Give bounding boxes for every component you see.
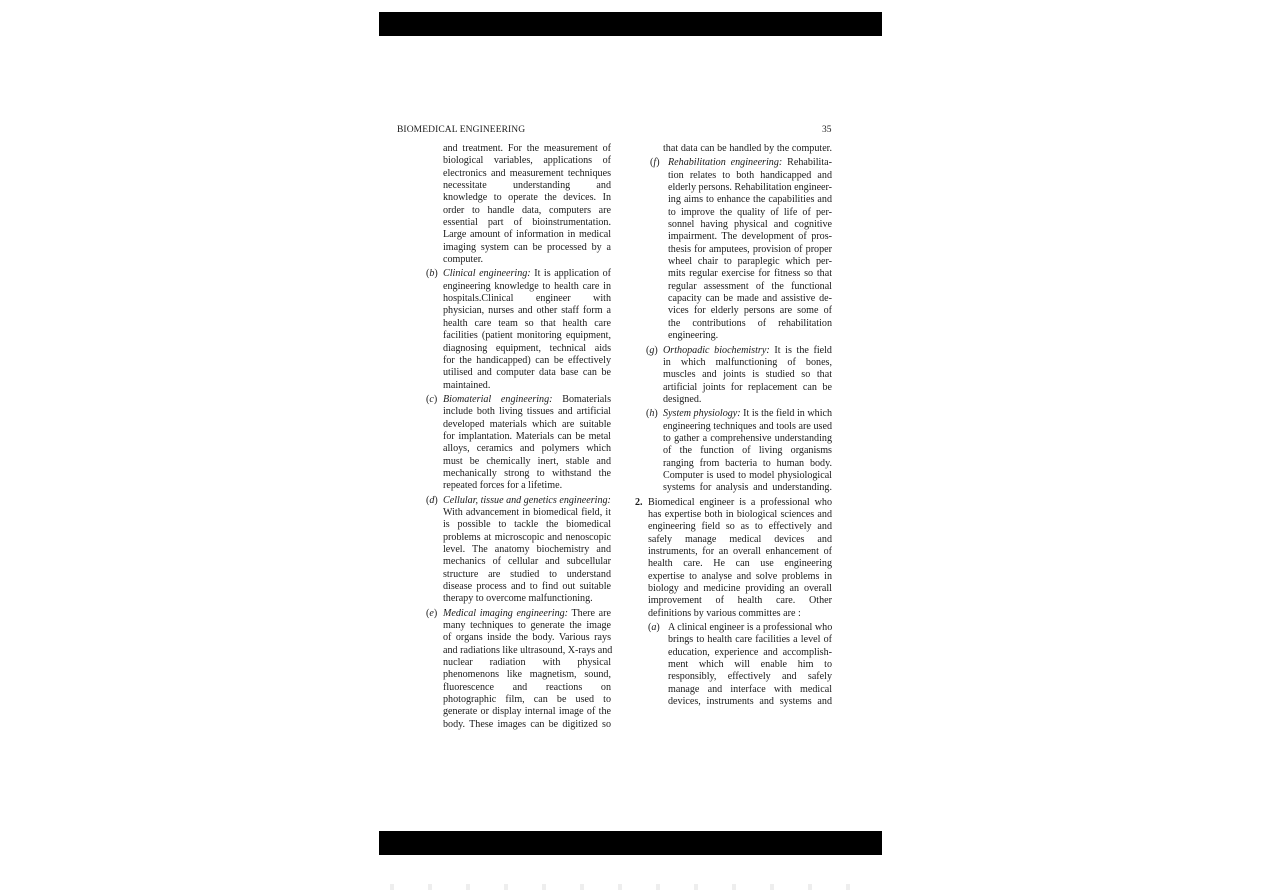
text-line: vices for elderly persons are some of <box>668 305 832 317</box>
text-line: and treatment. For the measurement of <box>443 143 611 154</box>
text-line: phenomenons like magnetism, sound, <box>443 669 611 681</box>
text-line: alloys, ceramics and polymers which <box>443 443 611 455</box>
text-line: photographic film, can be used to <box>443 694 611 706</box>
numbered-item-2 <box>635 496 832 620</box>
top-black-bar <box>379 12 882 36</box>
text-line: in which malfunctioning of bones, <box>663 356 832 368</box>
text-line: maintained. <box>443 379 491 391</box>
text-line: health care. He can use engineering <box>648 558 832 570</box>
text-line: for the handicapped) can be effectively <box>443 354 611 366</box>
item-number: 2. <box>635 496 643 508</box>
item-g-orthopadic: (g) Orthopadic biochemistry: It is the field in which malfunctioning of bones, muscles and joints is studied so that artificial joints for replacement can be designed. <box>646 344 832 405</box>
continued-paragraph <box>443 143 611 266</box>
text-line: definitions by various committes are : <box>648 607 801 619</box>
item-f-rehabilitation: (f) Rehabilitation engineering: Rehabilita- tion relates to both handicapped and elderly persons. Rehabilitation engineer- ing aims to enhance the capabilities and to improve the quality of life of per- sonnel having physical and cognitive impairment. The development of pros- thesis for amputees, provision of proper wheel chair to paraplegic which per- mits regular exercise for fitness so that regular assessment of the functional capacity can be made and assistive de- vices for elderly persons are some of the contributions of rehabilitation engineering. <box>650 157 833 342</box>
text-line: must be chemically inert, stable and <box>443 455 611 467</box>
text-line: biology and medicine providing an overall <box>648 583 832 595</box>
left-column <box>426 143 613 733</box>
item-marker: (h) <box>646 408 658 420</box>
item-marker: (a) <box>648 622 660 634</box>
text-line: education, experience and accomplish- <box>668 646 832 658</box>
text-line: essential part of bioinstrumentation. <box>443 217 611 229</box>
text-line: that data can be handled by the computer. <box>663 143 832 154</box>
text-line: sonnel having physical and cognitive <box>668 219 832 231</box>
text-line: include both living tissues and artificial <box>443 406 611 418</box>
text-line: brings to health care facilities a level of <box>668 634 832 646</box>
text-line: muscles and joints is studied so that <box>663 369 832 381</box>
item-title: Cellular, tissue and genetics engineering: <box>443 494 611 506</box>
text-line: necessitate understanding and <box>443 180 611 192</box>
text-line: ranging from bacteria to human body. <box>663 457 832 469</box>
text-line: to gather a comprehensive understanding <box>663 432 832 444</box>
bottom-black-bar <box>379 831 882 855</box>
text-line: impairment. The development of pros- <box>668 231 832 243</box>
text-line: developed materials which are suitable <box>443 418 611 430</box>
right-column <box>635 143 833 710</box>
item-marker: (b) <box>426 268 438 280</box>
text-line: has expertise both in biological sciences and <box>648 508 832 520</box>
text-line: health care team so that health care <box>443 317 611 329</box>
item-h-system-physiology: (h) System physiology: It is the field in which engineering techniques and tools are used to gather a comprehensive understanding of the function of living organisms ranging from bacteria to human body. Computer is used to model physiological systems for analysis and understanding. <box>646 408 833 494</box>
sub-item-a: (a) A clinical engineer is a professional who brings to health care facilities a level of education, experience and accomplish- ment which will enable him to responsibly, effectively and safely manage and interface with medical devices, instruments and systems and <box>648 622 833 708</box>
text-line: hospitals.Clinical engineer with <box>443 293 611 305</box>
text-line: elderly persons. Rehabilitation engineer- <box>668 182 833 194</box>
text-line: wheel chair to paraplegic which per- <box>668 256 832 268</box>
text-line: level. The anatomy biochemistry and <box>443 544 611 555</box>
text-line: responsibly, effectively and safely <box>668 671 832 683</box>
text-line: artificial joints for replacement can be <box>663 381 832 393</box>
text-line: to improve the quality of life of per- <box>668 206 832 218</box>
text-line: mechanically strong to withstand the <box>443 467 611 479</box>
text-line: the contributions of rehabilitation <box>668 317 832 329</box>
text-line: imaging system can be processed by a <box>443 241 611 253</box>
item-title: Biomaterial engineering: <box>443 393 553 405</box>
text-line: ing aims to enhance the capabilities and <box>668 194 832 206</box>
text-line: problems at microscopic and nenoscopic <box>443 531 611 543</box>
text-line: nuclear radiation with physical <box>443 657 611 669</box>
text-line: biological variables, applications of <box>443 155 611 167</box>
text-line: expertise to analyse and solve problems in <box>648 570 832 582</box>
text-line: structure are studied to understand <box>443 568 611 580</box>
text-line: knowledge to operate the devices. In <box>443 192 611 204</box>
text-line: electronics and measurement techniques <box>443 167 611 179</box>
text-line: facilities (patient monitoring equipment, <box>443 330 611 342</box>
text-line: engineering field so as to effectively and <box>648 521 832 533</box>
text-line: Large amount of information in medical <box>443 229 611 241</box>
text-line: for implantation. Materials can be metal <box>443 430 611 442</box>
text-line: safely manage medical devices and <box>648 533 832 545</box>
text-line: devices, instruments and systems and <box>668 696 832 708</box>
text-line: improvement of health care. Other <box>648 595 832 607</box>
text-line: engineering. <box>668 330 719 342</box>
item-title: Orthopadic biochemistry: <box>663 344 770 356</box>
item-title: System physiology: <box>663 408 741 420</box>
text-line: systems for analysis and understanding. <box>663 482 832 494</box>
item-c-biomaterial-engineering: (c) Biomaterial engineering: Bomaterials include both living tissues and artificial developed materials which are suitable for implantation. Materials can be metal alloys, ceramics and polymers which must be chemically inert, stable and mechanically strong to withstand the repeated forces for a lifetime. <box>426 393 611 492</box>
text-line: repeated forces for a lifetime. <box>443 480 563 492</box>
text-line: is possible to tackle the biomedical <box>443 519 611 531</box>
text-line: physician, nurses and other staff form a <box>443 305 611 317</box>
item-title: Clinical engineering: <box>443 268 531 280</box>
page-number: 35 <box>822 125 832 135</box>
text-line: manage and interface with medical <box>668 683 832 695</box>
text-line: tion relates to both handicapped and <box>668 169 832 181</box>
item-b-clinical-engineering: (b) Clinical engineering: It is application of engineering knowledge to health care in hospitals.Clinical engineer with physician, nurses and other staff form a health care team so that health care facilities (patient monitoring equipment, diagnosing equipment, technical aids for the handicapped) can be effectively utilised and computer data base can be maintained. <box>426 268 612 391</box>
text-line: order to handle data, computers are <box>443 204 611 216</box>
text-line: Computer is used to model physiological <box>663 469 832 481</box>
item-d-cellular-tissue-genetics <box>426 494 611 606</box>
text-line: mechanics of cellular and subcellular <box>443 556 611 568</box>
text-line: thesis for amputees, provision of proper <box>668 243 832 255</box>
text-line: utilised and computer data base can be <box>443 367 611 379</box>
text-line: therapy to overcome malfunctioning. <box>443 593 593 605</box>
item-marker: (e) <box>426 607 438 619</box>
running-head: BIOMEDICAL ENGINEERING <box>397 125 526 135</box>
text-line: disease process and to find out suitable <box>443 581 611 593</box>
text-line: ment which will enable him to <box>668 659 832 671</box>
item-marker: (c) <box>426 393 438 405</box>
text-line: With advancement in biomedical field, it <box>443 506 611 518</box>
next-page-bleed <box>390 884 850 890</box>
item-marker: (g) <box>646 344 658 356</box>
text-line: generate or display internal image of the <box>443 706 611 718</box>
text-line: and radiations like ultrasound, X-rays and <box>443 644 613 656</box>
item-marker: (f) <box>650 157 660 169</box>
item-e-medical-imaging: (e) Medical imaging engineering: There are many techniques to generate the image of organs inside the body. Various rays and radiations like ultrasound, X-rays and nuclear radiation with physical phenomenons like magnetism, sound, fluorescence and reactions on photographic film, can be used to generate or display internal image of the body. These images can be digitized so <box>426 607 613 730</box>
text-line: diagnosing equipment, technical aids <box>443 342 611 354</box>
text-line: engineering techniques and tools are used <box>663 420 832 432</box>
text-line: fluorescence and reactions on <box>443 681 611 693</box>
text-line: engineering knowledge to health care in <box>443 280 611 292</box>
text-line: many techniques to generate the image <box>443 620 611 632</box>
text-line: body. These images can be digitized so <box>443 718 611 730</box>
text-line: instruments, for an overall enhancement of <box>648 546 832 557</box>
text-line: of organs inside the body. Various rays <box>443 632 611 644</box>
item-title: Medical imaging engineering: <box>443 607 569 619</box>
item-marker: (d) <box>426 494 438 506</box>
text-line: Biomedical engineer is a professional who <box>648 496 832 508</box>
text-line: mits regular exercise for fitness so that <box>668 268 832 280</box>
item-title: Rehabilitation engineering: <box>668 157 783 169</box>
continued-line <box>663 143 832 155</box>
text-line: computer. <box>443 254 484 266</box>
text-line: regular assessment of the functional <box>668 280 832 292</box>
text-line: designed. <box>663 393 702 405</box>
text-line: capacity can be made and assistive de- <box>668 293 832 305</box>
text-line: of the function of living organisms <box>663 445 832 457</box>
